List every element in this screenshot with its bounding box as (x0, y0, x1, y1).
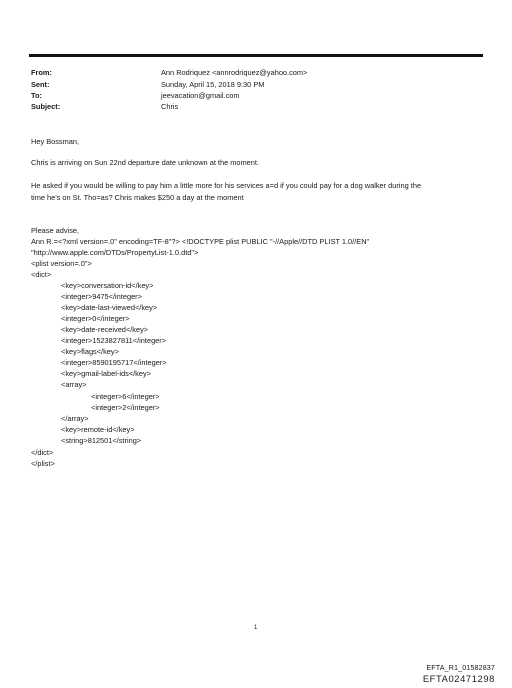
xml-line: <key>gmail-label-ids</key> (61, 369, 151, 378)
bates-number-secondary: EFTA02471298 (422, 673, 495, 684)
body-line: time he's on St. Tho=as? Chris makes $250 a day at the moment (31, 193, 244, 202)
xml-line: <key>date-last-viewed</key> (61, 303, 158, 312)
to-value: jeevacation@gmail.com (161, 91, 240, 100)
from-row (31, 67, 471, 79)
xml-line: <integer>2</integer> (91, 403, 160, 412)
page-number: 1 (254, 625, 258, 631)
xml-line: Ann R.=<?xml version=.0" encoding=TF-8"?> <!DOCTYPE plist PUBLIC "-//Apple//DTD PLIST 1.0//EN" (31, 237, 370, 246)
from-value: Ann Rodriquez <annrodriquez@yahoo.com> (161, 68, 308, 77)
body-line: He asked if you would be willing to pay him a little more for his services a=d if you could pay for a dog walker during the (31, 181, 422, 190)
signoff-line: Please advise, (31, 226, 80, 235)
subject-value: Chris (161, 102, 179, 111)
bates-number-primary: EFTA_R1_01582837 (426, 663, 495, 672)
to-label: To: (31, 91, 42, 100)
subject-row (31, 101, 471, 113)
sent-value: Sunday, April 15, 2018 9:30 PM (161, 80, 265, 89)
xml-line: </plist> (31, 459, 55, 468)
xml-line: <integer>0</integer> (61, 314, 130, 323)
body-line: Chris is arriving on Sun 22nd departure date unknown at the moment. (31, 158, 260, 167)
header-divider (29, 54, 483, 57)
from-label: From: (31, 68, 52, 77)
xml-line: <array> (61, 380, 87, 389)
xml-line: <key>remote-id</key> (61, 425, 135, 434)
xml-line: <key>flags</key> (61, 347, 119, 356)
greeting-line: Hey Bossman, (31, 137, 80, 146)
xml-line: <integer>8590195717</integer> (61, 358, 167, 367)
xml-line: <integer>6</integer> (91, 392, 160, 401)
xml-line: </dict> (31, 448, 54, 457)
xml-line: </array> (61, 414, 89, 423)
xml-line: <key>date-received</key> (61, 325, 149, 334)
xml-line: <integer>9475</integer> (61, 292, 142, 301)
xml-line: <string>812501</string> (61, 436, 142, 445)
sent-label: Sent: (31, 80, 50, 89)
xml-line: "http://www.apple.com/DTDs/PropertyList-1.0.dtd"> (31, 248, 199, 257)
xml-line: <key>conversation-id</key> (61, 281, 154, 290)
xml-line: <plist version=.0"> (31, 259, 92, 268)
xml-line: <integer>1523827811</integer> (61, 336, 167, 345)
subject-label: Subject: (31, 102, 61, 111)
xml-line: <dict> (31, 270, 52, 279)
